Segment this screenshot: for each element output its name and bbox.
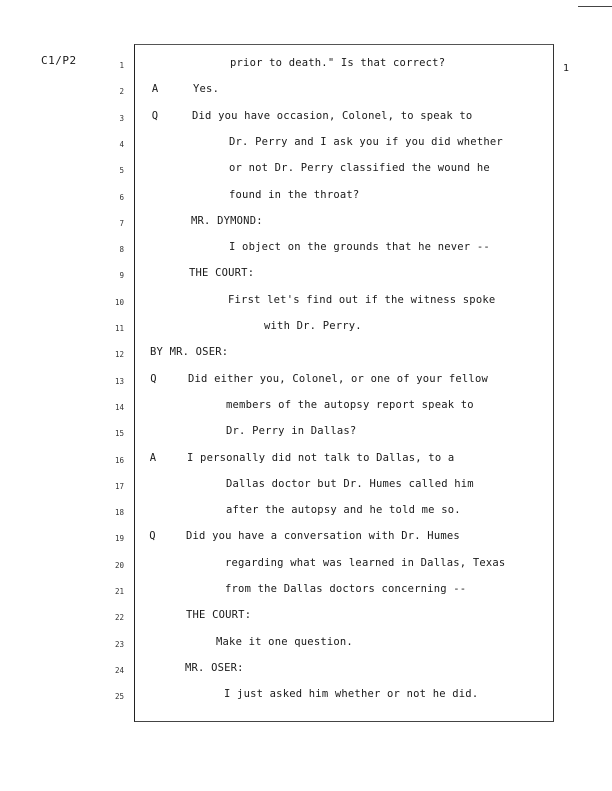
speaker-marker: A	[151, 83, 159, 96]
line-number: 2	[119, 87, 124, 97]
line-text: found in the throat?	[229, 188, 360, 201]
transcript-line	[0, 214, 612, 234]
transcript-line	[0, 503, 612, 523]
transcript-line	[0, 240, 612, 260]
line-text: from the Dallas doctors concerning --	[225, 583, 467, 595]
line-number: 12	[114, 350, 124, 360]
line-number: 1	[119, 61, 124, 70]
transcript-line	[0, 372, 612, 392]
speaker-marker: Q	[151, 109, 159, 122]
line-number: 21	[114, 587, 124, 596]
transcript-line	[0, 109, 612, 129]
transcript-line	[0, 582, 612, 602]
line-text: Dr. Perry and I ask you if you did whether	[229, 135, 503, 148]
speaker-marker: Q	[149, 530, 156, 543]
line-text: MR. OSER:	[185, 661, 244, 674]
line-number: 19	[114, 534, 124, 544]
transcript-line	[0, 477, 612, 497]
line-text: Dallas doctor but Dr. Humes called him	[226, 477, 474, 490]
line-number: 23	[114, 639, 124, 649]
transcript-line	[0, 56, 612, 76]
line-text: Did either you, Colonel, or one of your fellow	[188, 372, 488, 385]
line-text: THE COURT:	[186, 609, 252, 622]
line-number: 25	[114, 692, 124, 702]
line-number: 6	[119, 192, 124, 202]
line-text: First let's find out if the witness spoke	[228, 293, 496, 306]
line-number: 17	[114, 481, 124, 491]
speaker-marker: Q	[150, 372, 157, 385]
line-text: or not Dr. Perry classified the wound he	[229, 162, 490, 175]
line-number: 14	[114, 402, 124, 412]
line-number: 16	[114, 455, 124, 465]
line-text: I personally did not talk to Dallas, to a	[187, 451, 455, 464]
line-text: I just asked him whether or not he did.	[224, 688, 479, 701]
line-text: Did you have occasion, Colonel, to speak to	[192, 109, 473, 122]
transcript-line	[0, 161, 612, 181]
line-text: Did you have a conversation with Dr. Humes	[186, 530, 460, 543]
transcript-line	[0, 319, 612, 339]
line-text: THE COURT:	[189, 267, 255, 280]
line-text: prior to death." Is that correct?	[230, 57, 446, 69]
line-number: 18	[114, 508, 124, 518]
line-number: 8	[119, 245, 124, 255]
transcript-line	[0, 82, 612, 102]
line-text: I object on the grounds that he never --	[229, 241, 490, 254]
line-number: 9	[119, 271, 124, 281]
transcript-line	[0, 135, 612, 155]
transcript-line	[0, 635, 612, 655]
transcript-line	[0, 661, 612, 681]
line-number: 5	[119, 166, 124, 176]
line-text: MR. DYMOND:	[191, 214, 263, 227]
line-number: 22	[114, 613, 124, 623]
line-text: BY MR. OSER:	[150, 346, 229, 359]
line-number: 3	[119, 113, 124, 123]
line-number: 4	[119, 139, 124, 149]
line-text: regarding what was learned in Dallas, Texas	[225, 556, 506, 569]
top-edge-mark	[578, 0, 612, 7]
transcript-line	[0, 424, 612, 444]
line-text: with Dr. Perry.	[264, 320, 362, 332]
page-id: C1/P2	[41, 54, 77, 67]
line-text: Yes.	[193, 83, 220, 96]
transcript-line	[0, 398, 612, 418]
transcript-line	[0, 188, 612, 208]
line-text: Make it one question.	[216, 635, 353, 648]
transcript-line	[0, 345, 612, 365]
speaker-marker: A	[149, 451, 157, 464]
transcript-line	[0, 687, 612, 707]
transcript-line	[0, 529, 612, 549]
line-number: 11	[114, 324, 124, 333]
transcript-line	[0, 266, 612, 286]
transcript-line	[0, 293, 612, 313]
line-number: 13	[114, 376, 124, 386]
line-number: 24	[114, 665, 124, 675]
line-text: Dr. Perry in Dallas?	[226, 425, 357, 438]
line-number: 15	[114, 429, 124, 439]
transcript-line	[0, 556, 612, 576]
line-number: 7	[119, 218, 124, 228]
line-text: members of the autopsy report speak to	[226, 398, 474, 411]
line-number: 10	[114, 297, 124, 307]
transcript-line	[0, 451, 612, 471]
line-text: after the autopsy and he told me so.	[226, 504, 461, 517]
line-number: 20	[114, 560, 124, 570]
transcript-line	[0, 608, 612, 628]
page-number: 1	[563, 63, 570, 74]
